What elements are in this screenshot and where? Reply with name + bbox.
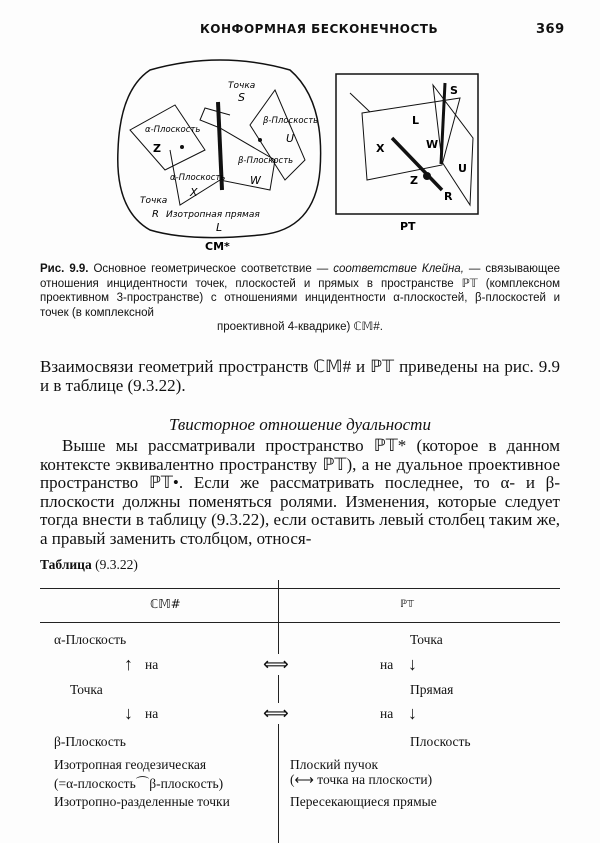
pt-label-l: L	[412, 114, 420, 127]
cell-plane-pencil: Плоский пучок	[290, 757, 379, 772]
label-r: R	[152, 209, 159, 220]
label-l: L	[216, 221, 223, 234]
cell-plane: Плоскость	[410, 734, 471, 749]
label-alpha-plane-2: α-Плоскость	[170, 173, 226, 183]
cell-point: Точка	[70, 682, 103, 697]
table-caption-label: Таблица	[40, 557, 92, 572]
paragraph-2: Выше мы рассматривали пространство ℙ𝕋* (которое в данном контексте эквивалентно пространству ℙ𝕋), а не дуальное проективное пространство ℙ𝕋•. Если же рассматривать последнее, то α- и β-плоскости должны поменяться ролями. Изменения, которые следует тогда внести в таблицу (9.3.22), если оставить левый столбец таким же, а правый заменить столбцом, относя-	[40, 436, 560, 548]
table-caption	[40, 557, 138, 573]
table-header-cm: ℂ𝕄#	[150, 597, 181, 611]
figure-pt	[330, 60, 490, 235]
label-tochka-r: Точка	[140, 196, 168, 206]
table-header-rule	[40, 622, 560, 623]
cell-na: на	[380, 657, 394, 672]
pt-label-s: S	[450, 84, 458, 97]
pt-label-x: X	[376, 142, 385, 155]
label-z: Z	[153, 142, 161, 155]
cell-line: Прямая	[410, 682, 454, 697]
cell-alpha-plane: α-Плоскость	[54, 632, 127, 647]
cell-plane-pencil-note: (⟷ точка на плоскости)	[290, 772, 433, 787]
caption-italic: соответствие Клейна,	[333, 263, 464, 275]
cell-isotropic-geodesic-note: (=α-плоскость⌒β-плоскость)	[54, 776, 224, 791]
cell-isotropic-separated: Изотропно-разделенные точки	[54, 794, 230, 809]
cell-beta-plane: β-Плоскость	[54, 734, 126, 749]
label-beta-plane-2: β-Плоскость	[238, 156, 294, 166]
arrow-up-icon: ↑	[124, 654, 133, 674]
pt-label-z: Z	[410, 174, 418, 187]
caption-text: Основное геометрическое соответствие —	[88, 263, 334, 275]
label-x: X	[190, 186, 198, 199]
paragraph-1: Взаимосвязи геометрий пространств ℂ𝕄# и ℙ𝕋 приведены на рис. 9.9 и в таблице (9.3.22).	[40, 357, 560, 395]
cell-intersecting-lines: Пересекающиеся прямые	[290, 794, 437, 809]
cell-na: на	[380, 706, 394, 721]
table-caption-number: (9.3.22)	[91, 557, 138, 572]
label-s: S	[238, 91, 245, 104]
pt-label-w: W	[426, 138, 439, 151]
caption-text-2: — связывающее отношения инцидентности точек, плоскостей и прямых в пространстве ℙ𝕋 (комплексном проективном 3-пространстве) с отношениями инцидентности α-плоскостей, β-плоскостей и точек (в комплексной	[40, 263, 560, 319]
arrow-down-icon: ↓	[124, 703, 133, 723]
label-isotropic-line: Изотропная прямая	[166, 210, 260, 220]
figure-cm-title: CM*	[205, 240, 230, 253]
cell-point: Точка	[410, 632, 443, 647]
cell-na: на	[145, 706, 159, 721]
caption-label: Рис. 9.9.	[40, 263, 89, 275]
label-u: U	[286, 132, 295, 145]
label-alpha-plane-1: α-Плоскость	[145, 125, 201, 135]
pt-label-r: R	[444, 190, 453, 203]
label-w: W	[250, 174, 261, 187]
figure-cm	[110, 50, 330, 255]
double-arrow-icon: ⟺	[263, 703, 289, 723]
table-header-pt: ℙ𝕋	[400, 599, 415, 610]
arrow-down-icon: ↓	[408, 654, 417, 674]
arrow-down-icon: ↓	[408, 703, 417, 723]
table-top-rule	[40, 588, 560, 589]
cell-isotropic-geodesic: Изотропная геодезическая	[54, 757, 207, 772]
running-header: КОНФОРМНАЯ БЕСКОНЕЧНОСТЬ	[200, 22, 439, 36]
section-heading: Твисторное отношение дуальности	[169, 415, 431, 434]
page-number: 369	[536, 22, 565, 37]
double-arrow-icon: ⟺	[263, 654, 289, 674]
label-beta-plane-1: β-Плоскость	[263, 116, 319, 126]
figure-caption	[40, 262, 560, 335]
cell-na: на	[145, 657, 159, 672]
figure-pt-title: PT	[400, 220, 416, 233]
pt-label-u: U	[458, 162, 467, 175]
caption-last-line: проективной 4-квадрике) ℂ𝕄#.	[217, 321, 383, 334]
label-tochka-s: Точка	[228, 81, 256, 91]
